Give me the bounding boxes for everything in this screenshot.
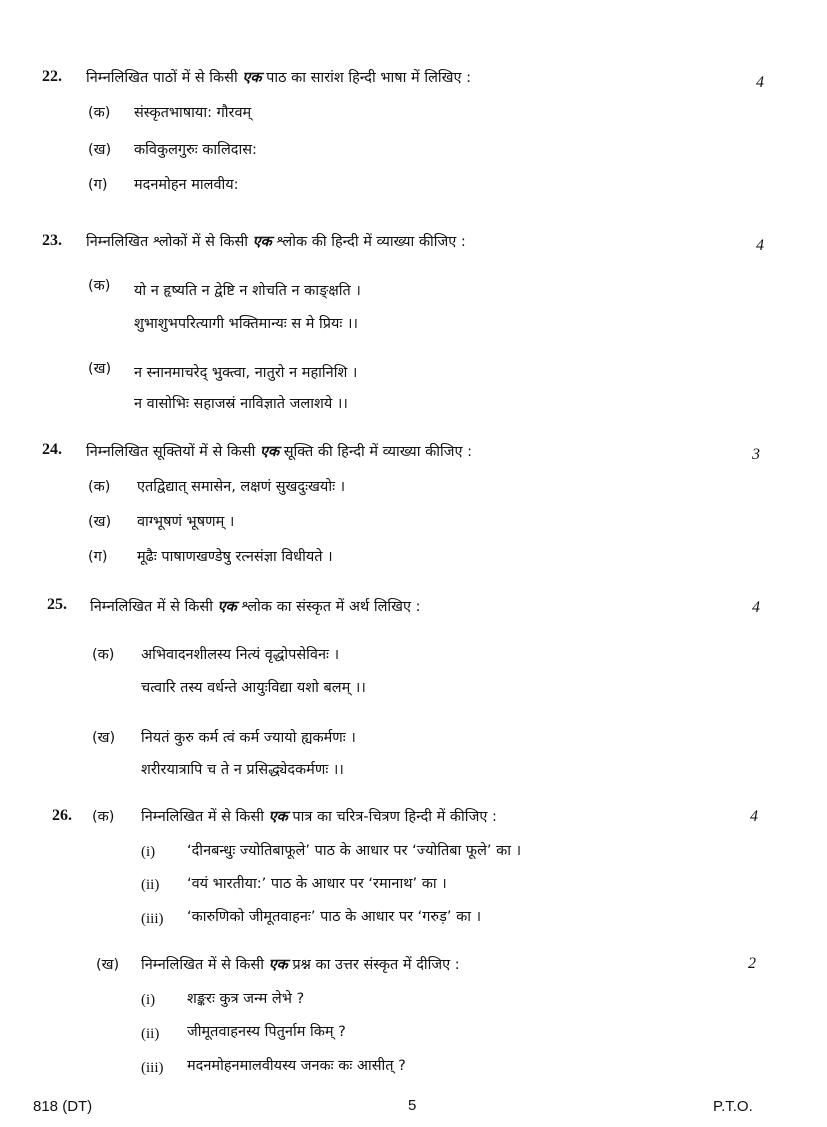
option-label: (क) <box>88 105 111 121</box>
item-text: ‘वयं भारतीया:’ पाठ के आधार पर ‘रमानाथ’ का । <box>187 876 447 892</box>
item-label: (ii) <box>141 1026 160 1042</box>
marks: 4 <box>756 237 764 254</box>
verse-line: चत्वारि तस्य वर्धन्ते आयुःविद्या यशो बलम् ।। <box>141 680 366 696</box>
marks: 4 <box>752 599 760 616</box>
option-text: कविकुलगुरुः कालिदास: <box>134 142 257 158</box>
marks: 4 <box>750 808 758 825</box>
option-label: (क) <box>88 278 111 294</box>
question-number: 23. <box>42 232 62 249</box>
option-label: (ग) <box>88 549 108 565</box>
option-label: (ख) <box>88 142 112 158</box>
pto-label: P.T.O. <box>713 1098 753 1115</box>
verse-line: शुभाशुभपरित्यागी भक्तिमान्यः स मे प्रियः ।। <box>134 316 358 332</box>
page-number: 5 <box>408 1097 417 1114</box>
item-text: मदनमोहनमालवीयस्य जनकः कः आसीत् ? <box>187 1058 406 1074</box>
question-text: निम्नलिखित पाठों में से किसी एक पाठ का सारांश हिन्दी भाषा में लिखिए : <box>86 70 472 86</box>
marks: 4 <box>756 74 764 91</box>
question-text: निम्नलिखित में से किसी एक पात्र का चरित्र-चित्रण हिन्दी में कीजिए : <box>141 809 497 825</box>
item-label: (ii) <box>141 877 160 893</box>
option-label: (ग) <box>88 177 108 193</box>
verse-line: यो न हृष्यति न द्वेष्टि न शोचति न काङ्क्षति । <box>134 283 361 299</box>
verse-line: अभिवादनशीलस्य नित्यं वृद्धोपसेविनः । <box>141 647 340 663</box>
part-label: (ख) <box>96 957 120 973</box>
item-label: (i) <box>141 844 156 860</box>
item-text: ‘दीनबन्धुः ज्योतिबाफूले’ पाठ के आधार पर ‘ज्योतिबा फूले’ का । <box>187 843 522 859</box>
option-label: (ख) <box>88 514 112 530</box>
item-label: (i) <box>141 992 156 1008</box>
option-label: (क) <box>88 479 111 495</box>
option-text: वाग्भूषणं भूषणम् । <box>137 514 235 530</box>
question-number: 24. <box>42 441 62 458</box>
marks: 2 <box>748 955 756 972</box>
option-text: मूढैः पाषाणखण्डेषु रत्नसंज्ञा विधीयते । <box>137 549 333 565</box>
item-text: शङ्करः कुत्र जन्म लेभे ? <box>187 991 305 1007</box>
option-label: (क) <box>92 647 115 663</box>
question-text: निम्नलिखित में से किसी एक श्लोक का संस्कृत में अर्थ लिखिए : <box>90 599 421 615</box>
option-text: संस्कृतभाषाया: गौरवम् <box>134 105 252 121</box>
paper-code: 818 (DT) <box>33 1098 93 1115</box>
item-label: (iii) <box>141 1060 164 1076</box>
item-label: (iii) <box>141 911 164 927</box>
question-number: 25. <box>47 596 67 613</box>
option-text: मदनमोहन मालवीय: <box>134 177 239 193</box>
verse-line: न स्नानमाचरेद् भुक्त्वा, नातुरो न महानिशि । <box>134 365 358 381</box>
question-text: निम्नलिखित में से किसी एक प्रश्न का उत्तर संस्कृत में दीजिए : <box>141 957 460 973</box>
question-text: निम्नलिखित श्लोकों में से किसी एक श्लोक की हिन्दी में व्याख्या कीजिए : <box>86 234 466 250</box>
verse-line: शरीरयात्रापि च ते न प्रसिद्ध्येदकर्मणः ।। <box>141 762 344 778</box>
option-text: एतद्विद्यात् समासेन, लक्षणं सुखदुःखयोः । <box>137 479 346 495</box>
verse-line: न वासोभिः सहाजस्रं नाविज्ञाते जलाशये ।। <box>134 396 348 412</box>
option-label: (ख) <box>92 730 116 746</box>
part-label: (क) <box>92 809 115 825</box>
question-text: निम्नलिखित सूक्तियों में से किसी एक सूक्ति की हिन्दी में व्याख्या कीजिए : <box>86 444 472 460</box>
question-number: 26. <box>52 807 72 824</box>
item-text: ‘कारुणिको जीमूतवाहनः’ पाठ के आधार पर ‘गरुड़’ का । <box>187 909 482 925</box>
item-text: जीमूतवाहनस्य पितुर्नाम किम् ? <box>187 1024 346 1040</box>
verse-line: नियतं कुरु कर्म त्वं कर्म ज्यायो ह्यकर्मणः । <box>141 730 356 746</box>
marks: 3 <box>752 446 760 463</box>
question-number: 22. <box>42 68 62 85</box>
option-label: (ख) <box>88 361 112 377</box>
